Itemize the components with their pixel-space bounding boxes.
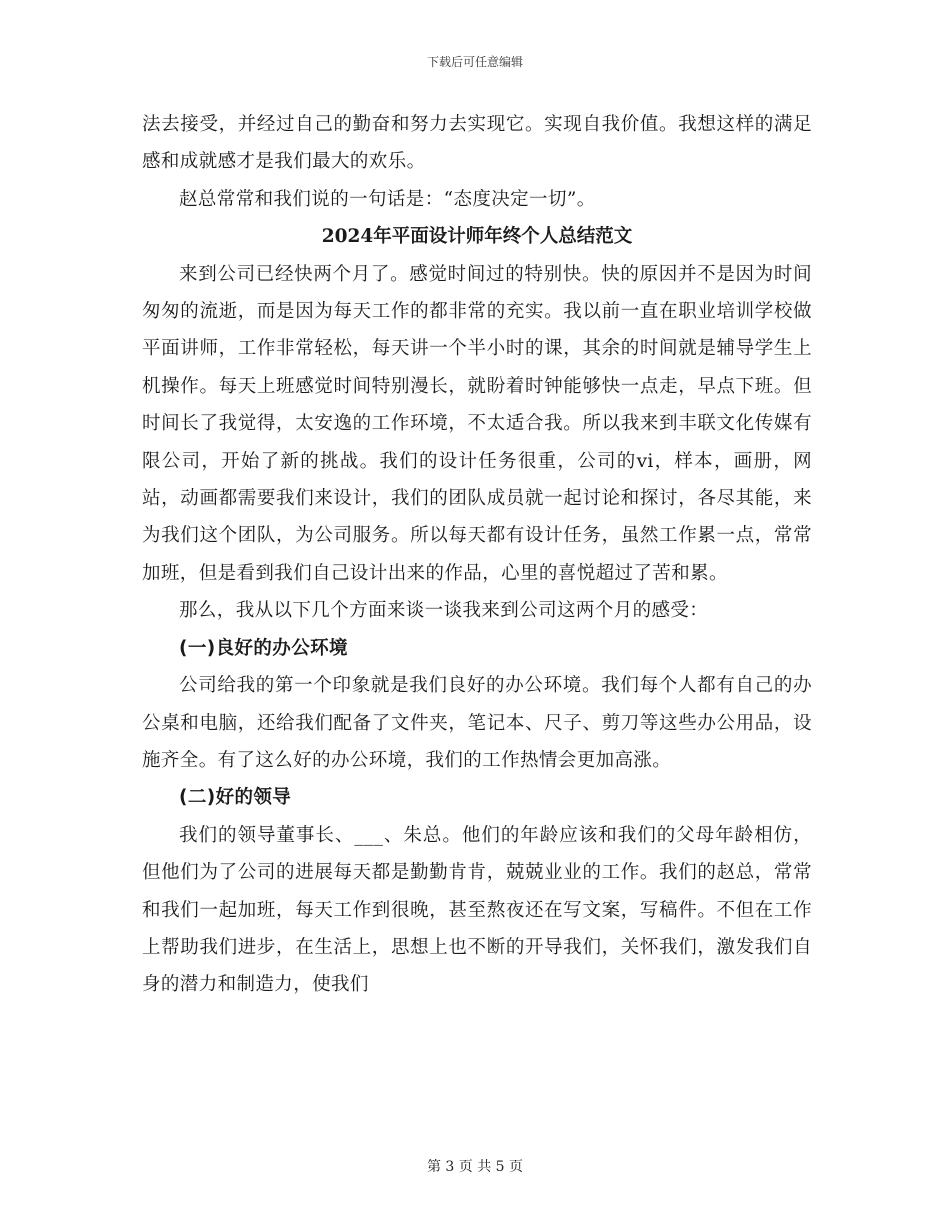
paragraph-quote: 赵总常常和我们说的一句话是：“态度决定一切”。 [179, 188, 596, 210]
paragraph-office-environment: 公司给我的第一个印象就是我们良好的办公环境。我们每个人都有自己的办公桌和电脑，还给我们配备了文件夹，笔记本、尺子、剪刀等这些办公用品，设施齐全。有了这么好的办公环境，我们的工作热情会更加高涨。 [142, 675, 812, 771]
paragraph-continuation: 法去接受，并经过自己的勤奋和努力去实现它。实现自我价值。我想这样的满足感和成就感才是我们最大的欢乐。 [142, 114, 812, 173]
page-header-note: 下载后可任意编辑 [426, 55, 523, 69]
section-heading-good-leaders: (二)好的领导 [179, 787, 292, 809]
paragraph-aspects: 那么，我从以下几个方面来谈一谈我来到公司这两个月的感受： [179, 600, 709, 622]
section-heading-office-environment: (一)良好的办公环境 [179, 637, 348, 659]
document-title: 2024年平面设计师年终个人总结范文 [321, 226, 633, 248]
paragraph-intro: 来到公司已经快两个月了。感觉时间过的特别快。快的原因并不是因为时间匆匆的流逝，而是因为每天工作的都非常的充实。我以前一直在职业培训学校做平面讲师，工作非常轻松，每天讲一个半小时的课，其余的时间就是辅导学生上机操作。每天上班感觉时间特别漫长，就盼着时钟能够快一点走，早点下班。但时间长了我觉得，太安逸的工作环境，不太适合我。所以我来到丰联文化传媒有限公司，开始了新的挑战。我们的设计任务很重，公司的vi，样本，画册，网站，动画都需要我们来设计，我们的团队成员就一起讨论和探讨，各尽其能，来为我们这个团队，为公司服务。所以每天都有设计任务，虽然工作累一点，常常加班，但是看到我们自己设计出来的作品，心里的喜悦超过了苦和累。 [142, 263, 812, 584]
page-number: 第 3 页 共 5 页 [426, 1159, 524, 1175]
document-body [142, 106, 812, 1004]
paragraph-good-leaders: 我们的领导董事长、___、朱总。他们的年龄应该和我们的父母年龄相仿，但他们为了公司的进展每天都是勤勤肯肯，兢兢业业的工作。我们的赵总，常常和我们一起加班，每天工作到很晚，甚至熬夜还在写文案，写稿件。不但在工作上帮助我们进步，在生活上，思想上也不断的开导我们，关怀我们，激发我们自身的潜力和制造力，使我们 [142, 824, 812, 996]
